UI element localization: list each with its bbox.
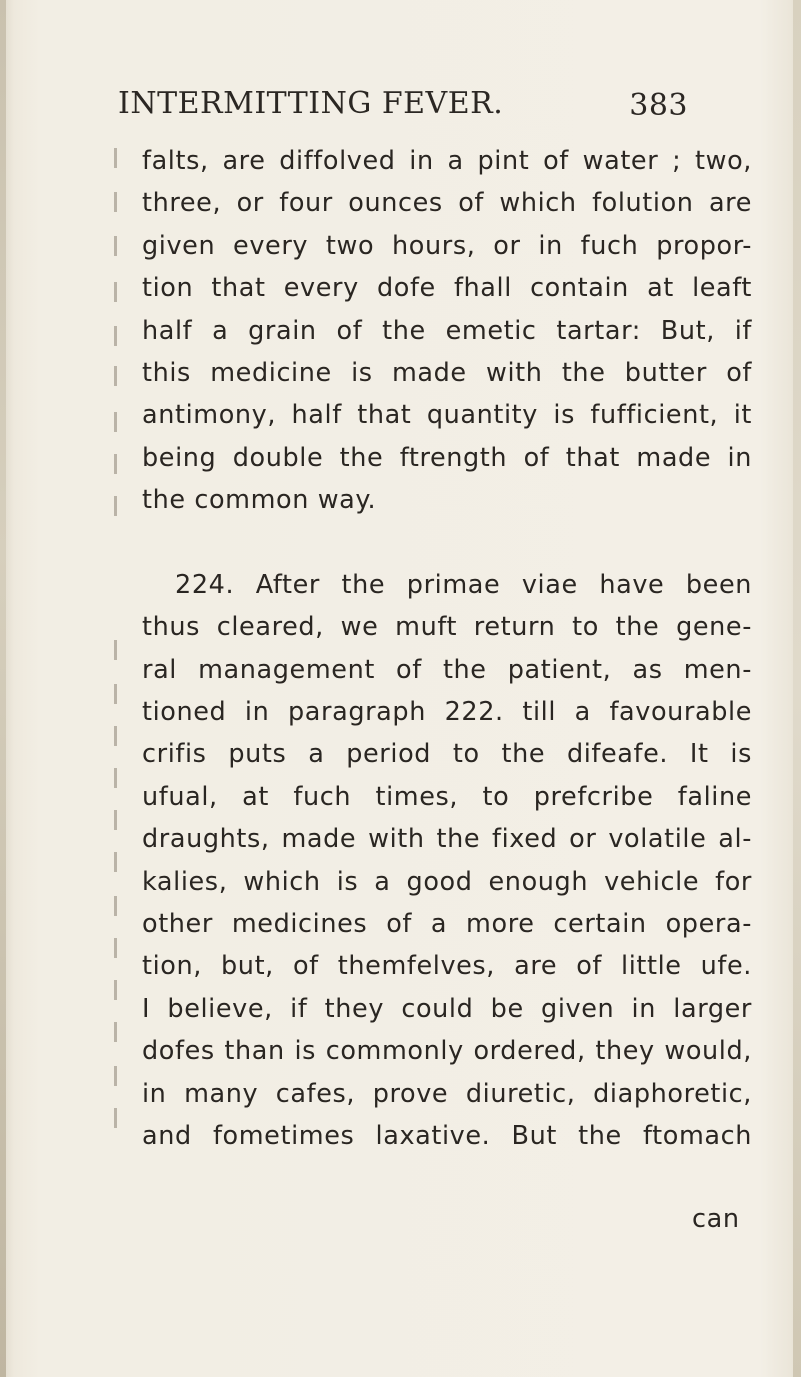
text-line: in many cafes, prove diuretic, diaphoretic,	[142, 1078, 752, 1109]
body-text	[142, 140, 752, 1157]
paragraph-start-224: 224. After the primae viae have been	[175, 569, 752, 600]
text-line: tion, but, of themfelves, are of little ufe.	[142, 951, 752, 982]
text-line: falts, are diffolved in a pint of water ; two,	[142, 146, 752, 176]
page-number: 383	[629, 88, 688, 123]
text-line: being double the ftrength of that made in	[142, 442, 752, 473]
text-line: other medicines of a more certain opera-	[142, 909, 752, 940]
page-edge-right	[793, 0, 801, 1377]
text-line: three, or four ounces of which folution are	[142, 188, 752, 219]
text-line: ral management of the patient, as men-	[142, 654, 752, 685]
catchword: can	[692, 1204, 740, 1234]
text-line: tion that every dofe fhall contain at leaft	[142, 273, 752, 304]
text-line: dofes than is commonly ordered, they would,	[142, 1036, 752, 1067]
text-line: crifis puts a period to the difeafe. It is	[142, 739, 752, 770]
text-line: thus cleared, we muft return to the gene-	[142, 612, 752, 643]
text-line: half a grain of the emetic tartar: But, if	[142, 315, 752, 346]
text-line: kalies, which is a good enough vehicle for	[142, 866, 752, 897]
running-head: INTERMITTING FEVER.	[118, 86, 504, 121]
text-line: given every two hours, or in fuch propor-	[142, 230, 752, 261]
text-line: the common way.	[142, 485, 377, 516]
text-line: draughts, made with the fixed or volatile al-	[142, 824, 752, 855]
paragraph-gap	[142, 522, 752, 564]
text-line: tioned in paragraph 222. till a favourable	[142, 697, 752, 728]
text-line: and fometimes laxative. But the ftomach	[142, 1120, 752, 1151]
page-gutter-left	[0, 0, 6, 1377]
margin-marks	[114, 140, 120, 1140]
page-header	[118, 86, 688, 126]
text-line: ufual, at fuch times, to prefcribe faline	[142, 781, 752, 812]
text-line: antimony, half that quantity is fufficient, it	[142, 400, 752, 431]
text-line: I believe, if they could be given in larger	[142, 993, 752, 1024]
text-line: this medicine is made with the butter of	[142, 357, 752, 388]
